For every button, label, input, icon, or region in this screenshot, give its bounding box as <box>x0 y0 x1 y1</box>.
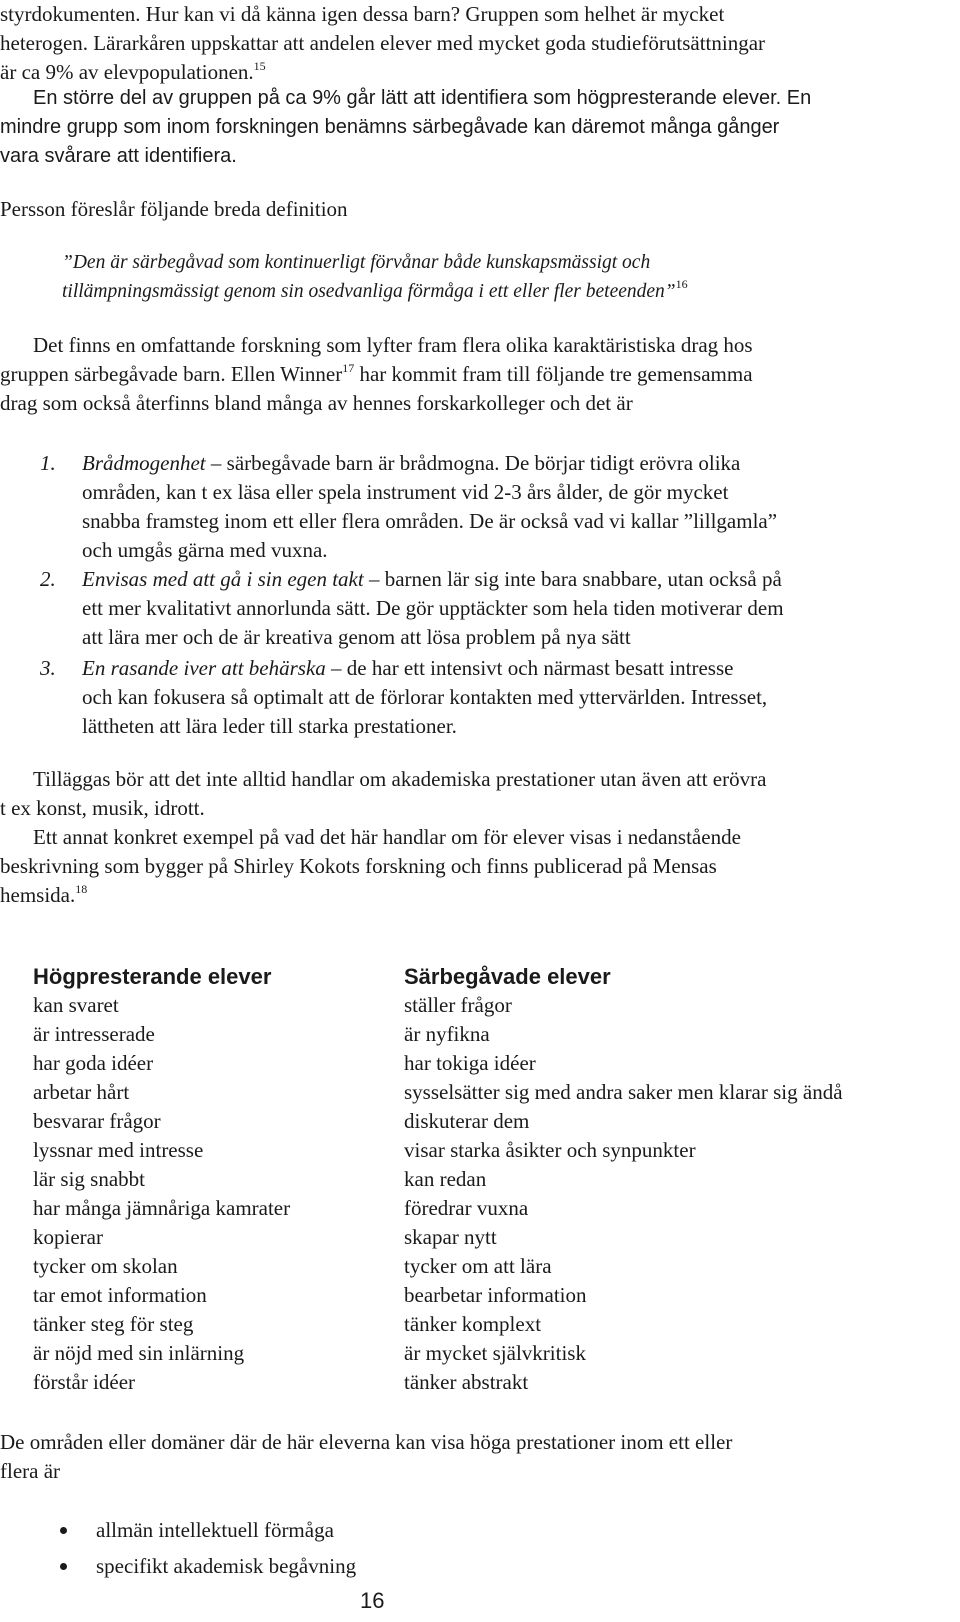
list-item: lär sig snabbt <box>33 1167 145 1191</box>
text-line: områden, kan t ex läsa eller spela instrument vid 2-3 års ålder, de gör mycket <box>82 480 729 504</box>
text-line: heterogen. Lärarkåren uppskattar att andelen elever med mycket goda studieförutsättningar <box>0 31 766 55</box>
text-line: snabba framsteg inom ett eller flera områden. De är också vad vi kallar ”lillgamla” <box>82 509 778 533</box>
text-line: De områden eller domäner där de här eleverna kan visa höga prestationer inom ett eller <box>0 1430 733 1454</box>
page-number: 16 <box>360 1588 385 1613</box>
list-item: har goda idéer <box>33 1051 154 1075</box>
paragraph-domains <box>0 1428 950 1486</box>
trait-number: 3. <box>40 656 56 680</box>
list-item: har tokiga idéer <box>404 1051 536 1075</box>
text-line: vara svårare att identifiera. <box>0 145 237 167</box>
quote-line: ”Den är särbegåvad som kontinuerligt förvånar både kunskapsmässigt och <box>62 252 651 273</box>
list-item: föredrar vuxna <box>404 1196 529 1220</box>
list-item: är mycket självkritisk <box>404 1341 586 1365</box>
list-item: skapar nytt <box>404 1225 497 1249</box>
trait-term: En rasande iver att behärska <box>82 656 326 680</box>
list-item: är intresserade <box>33 1022 155 1046</box>
bullet-icon <box>60 1563 67 1570</box>
bullet-icon <box>60 1527 67 1534</box>
text-line: styrdokumenten. Hur kan vi då känna igen dessa barn? Gruppen som helhet är mycket <box>0 2 725 26</box>
text-line: och umgås gärna med vuxna. <box>82 538 328 562</box>
definition-quote <box>62 248 942 306</box>
text-line: drag som också återfinns bland många av hennes forskarkolleger och det är <box>0 391 633 415</box>
list-item: kopierar <box>33 1225 103 1249</box>
list-item: tycker om skolan <box>33 1254 178 1278</box>
text-line: och kan fokusera så optimalt att de förlorar kontakten med yttervärlden. Intresset, <box>82 685 768 709</box>
text-line: En större del av gruppen på ca 9% går lätt att identifiera som högpresterande elever. En <box>33 87 812 109</box>
list-item: bearbetar information <box>404 1283 587 1307</box>
text-line: är ca 9% av elevpopulationen.$^{15}$ <box>0 59 266 84</box>
footnote-ref[interactable]: 16 <box>675 277 688 291</box>
list-item: förstår idéer <box>33 1370 136 1394</box>
list-item: kan redan <box>404 1167 487 1191</box>
list-item: tar emot information <box>33 1283 207 1307</box>
list-item: kan svaret <box>33 993 119 1017</box>
paragraph-identification <box>0 84 950 171</box>
list-item: specifikt akademisk begåvning <box>0 1548 950 1584</box>
text-line: flera är <box>0 1459 61 1483</box>
text-line: Ett annat konkret exempel på vad det här handlar om för elever visas i nedanstående <box>33 825 741 849</box>
text-line: mindre grupp som inom forskningen benämns särbegåvade kan däremot många gånger <box>0 116 780 138</box>
list-item: besvarar frågor <box>33 1109 161 1133</box>
paragraph-definition-intro <box>0 195 950 224</box>
text-line: Persson föreslår följande breda definition <box>0 197 348 221</box>
paragraph-intro <box>0 0 950 87</box>
column-heading: Högpresterande elever <box>33 964 272 989</box>
footnote-ref[interactable]: 18 <box>75 882 88 896</box>
text-line: beskrivning som bygger på Shirley Kokots forskning och finns publicerad på Mensas <box>0 854 717 878</box>
list-item: arbetar hårt <box>33 1080 130 1104</box>
text-line: lättheten att lära leder till starka prestationer. <box>82 714 457 738</box>
domain-list <box>0 1512 950 1584</box>
high-achievers-column <box>33 962 383 1397</box>
list-item: tycker om att lära <box>404 1254 552 1278</box>
paragraph-research <box>0 331 950 418</box>
text-line: att lära mer och de är kreativa genom att lösa problem på nya sätt <box>82 625 631 649</box>
quote-line: tillämpningsmässigt genom sin osedvanliga förmåga i ett eller fler beteenden”$^{16}$ <box>62 277 688 302</box>
trait-item: 3. En rasande iver att behärska – de har ett intensivt och närmast besatt intresse och kan fokusera så optimalt att de förlorar kontakten med yttervärlden. Intresset, lättheten att lära leder till starka prestationer. <box>40 654 960 741</box>
trait-item: 1. Brådmogenhet – särbegåvade barn är brådmogna. De börjar tidigt erövra olika områden, kan t ex läsa eller spela instrument vid 2-3 års ålder, de gör mycket snabba framsteg inom ett eller flera områden. De är också vad vi kallar ”lillgamla” och umgås gärna med vuxna. <box>40 449 960 565</box>
text-line: ett mer kvalitativt annorlunda sätt. De gör upptäckter som hela tiden motiverar dem <box>82 596 784 620</box>
trait-term: Envisas med att gå i sin egen takt <box>82 567 364 591</box>
list-item: diskuterar dem <box>404 1109 530 1133</box>
footnote-ref[interactable]: 15 <box>253 59 266 73</box>
list-item: är nöjd med sin inlärning <box>33 1341 245 1365</box>
list-item: lyssnar med intresse <box>33 1138 204 1162</box>
column-heading: Särbegåvade elever <box>404 964 611 989</box>
footnote-ref[interactable]: 17 <box>342 361 355 375</box>
list-item: har många jämnåriga kamrater <box>33 1196 291 1220</box>
text-line: gruppen särbegåvade barn. Ellen Winner$^{17}$ har kommit fram till följande tre gemensamma <box>0 361 753 386</box>
list-item: allmän intellektuell förmåga <box>0 1512 950 1548</box>
list-item: sysselsätter sig med andra saker men klarar sig ändå <box>404 1080 843 1104</box>
trait-item: 2. Envisas med att gå i sin egen takt – barnen lär sig inte bara snabbare, utan också på ett mer kvalitativt annorlunda sätt. De gör upptäckter som hela tiden motiverar dem att lära mer och de är kreativa genom att lösa problem på nya sätt <box>40 565 960 652</box>
trait-term: Brådmogenhet <box>82 451 206 475</box>
text-line: Tilläggas bör att det inte alltid handlar om akademiska prestationer utan även att erövra <box>33 767 767 791</box>
text-line: Det finns en omfattande forskning som lyfter fram flera olika karaktäristiska drag hos <box>33 333 753 357</box>
text-line: t ex konst, musik, idrott. <box>0 796 205 820</box>
list-item: ställer frågor <box>404 993 512 1017</box>
gifted-column <box>404 962 954 1397</box>
list-item: tänker abstrakt <box>404 1370 529 1394</box>
paragraph-addition <box>0 765 950 823</box>
list-item: tänker steg för steg <box>33 1312 194 1336</box>
paragraph-example <box>0 823 950 910</box>
trait-number: 1. <box>40 451 56 475</box>
list-item: visar starka åsikter och synpunkter <box>404 1138 696 1162</box>
text-line: hemsida.$^{18}$ <box>0 882 88 907</box>
list-item: är nyfikna <box>404 1022 490 1046</box>
list-item: tänker komplext <box>404 1312 542 1336</box>
trait-number: 2. <box>40 567 56 591</box>
